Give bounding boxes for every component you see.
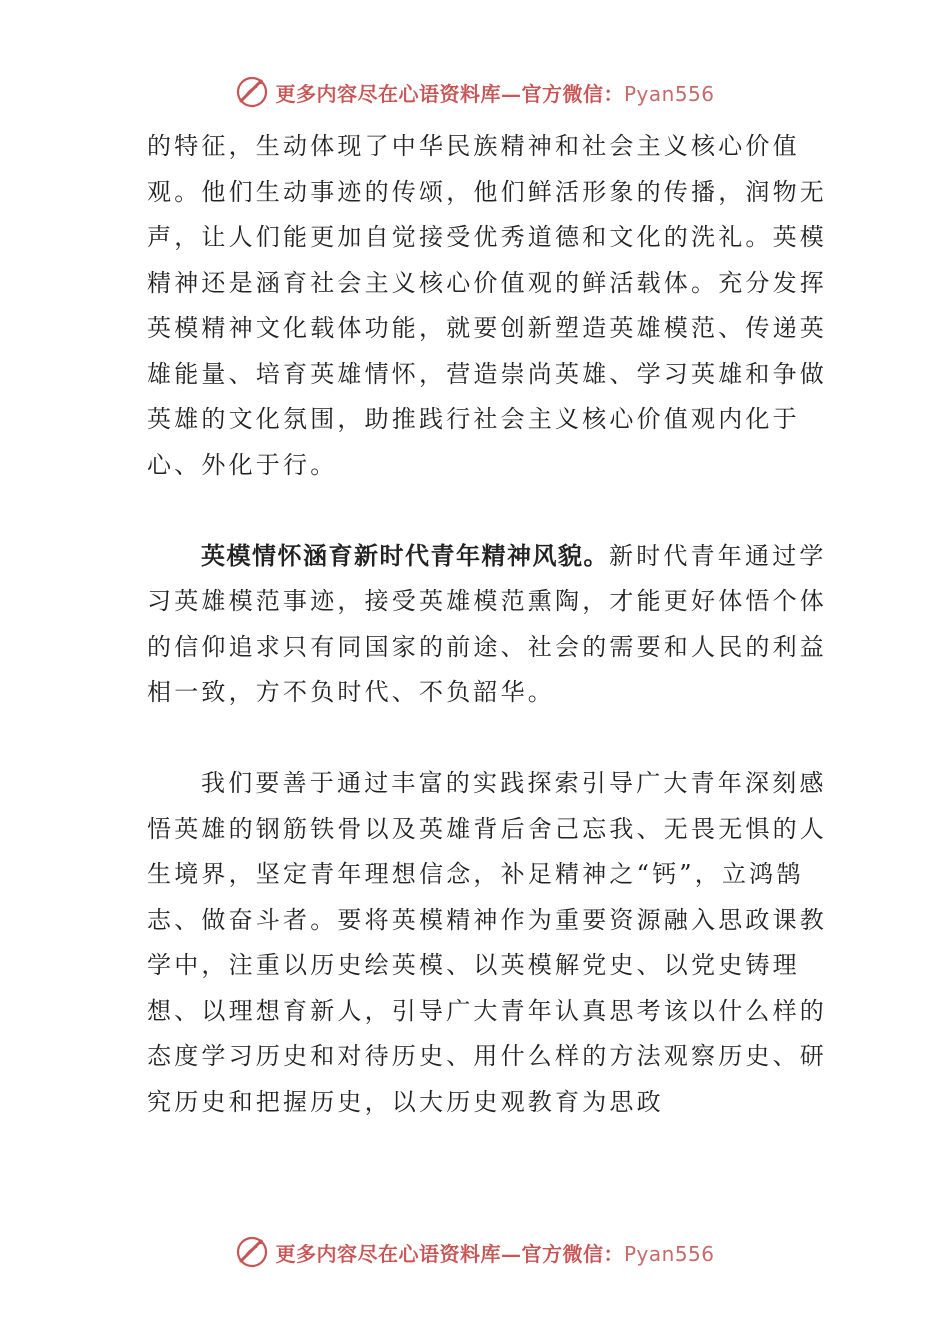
watermark-text [275, 78, 714, 107]
watermark-text-footer [275, 1238, 714, 1267]
footer-watermark [0, 1230, 950, 1274]
watermark-id-footer: Pyan556 [623, 1241, 715, 1266]
watermark-main-footer: 更多内容尽在心语资料库—官方微信： [275, 1241, 624, 1266]
paragraph-1-text: 的特征，生动体现了中华民族精神和社会主义核心价值观。他们生动事迹的传颂，他们鲜活形象的传播，润物无声，让人们能更加自觉接受优秀道德和文化的洗礼。英模精神还是涵育社会主义核心价值观的鲜活载体。充分发挥英模精神文化载体功能，就要创新塑造英雄模范、传递英雄能量、培育英雄情怀，营造崇尚英雄、学习英雄和争做英雄的文化氛围，助推践行社会主义核心价值观内化于心、外化于行。 [147, 132, 827, 479]
paragraph-1 [147, 124, 847, 488]
paragraph-2-text: 新时代青年通过学习英雄模范事迹，接受英雄模范熏陶，才能更好体悟个体的信仰追求只有同国家的前途、社会的需要和人民的利益相一致，方不负时代、不负韶华。 [147, 541, 827, 706]
paragraph-3-text: 我们要善于通过丰富的实践探索引导广大青年深刻感悟英雄的钢筋铁骨以及英雄背后舍己忘我、无畏无惧的人生境界，坚定青年理想信念，补足精神之“钙”，立鸿鹄志、做奋斗者。要将英模精神作为重要资源融入思政课教学中，注重以历史绘英模、以英模解党史、以党史铸理想、以理想育新人，引导广大青年认真思考该以什么样的态度学习历史和对待历史、用什么样的方法观察历史、研究历史和把握历史，以大历史观教育为思政 [147, 769, 827, 1116]
paragraph-3 [147, 761, 847, 1125]
paragraph-2-lead: 英模情怀涵育新时代青年精神风貌。 [201, 541, 609, 570]
paragraph-2 [147, 534, 847, 716]
pen-circle-logo-icon [235, 1235, 269, 1269]
watermark-main: 更多内容尽在心语资料库—官方微信： [275, 81, 624, 106]
document-body [147, 124, 847, 1125]
pen-circle-logo-icon [235, 75, 269, 109]
header-watermark [0, 70, 950, 114]
watermark-id: Pyan556 [623, 81, 715, 106]
